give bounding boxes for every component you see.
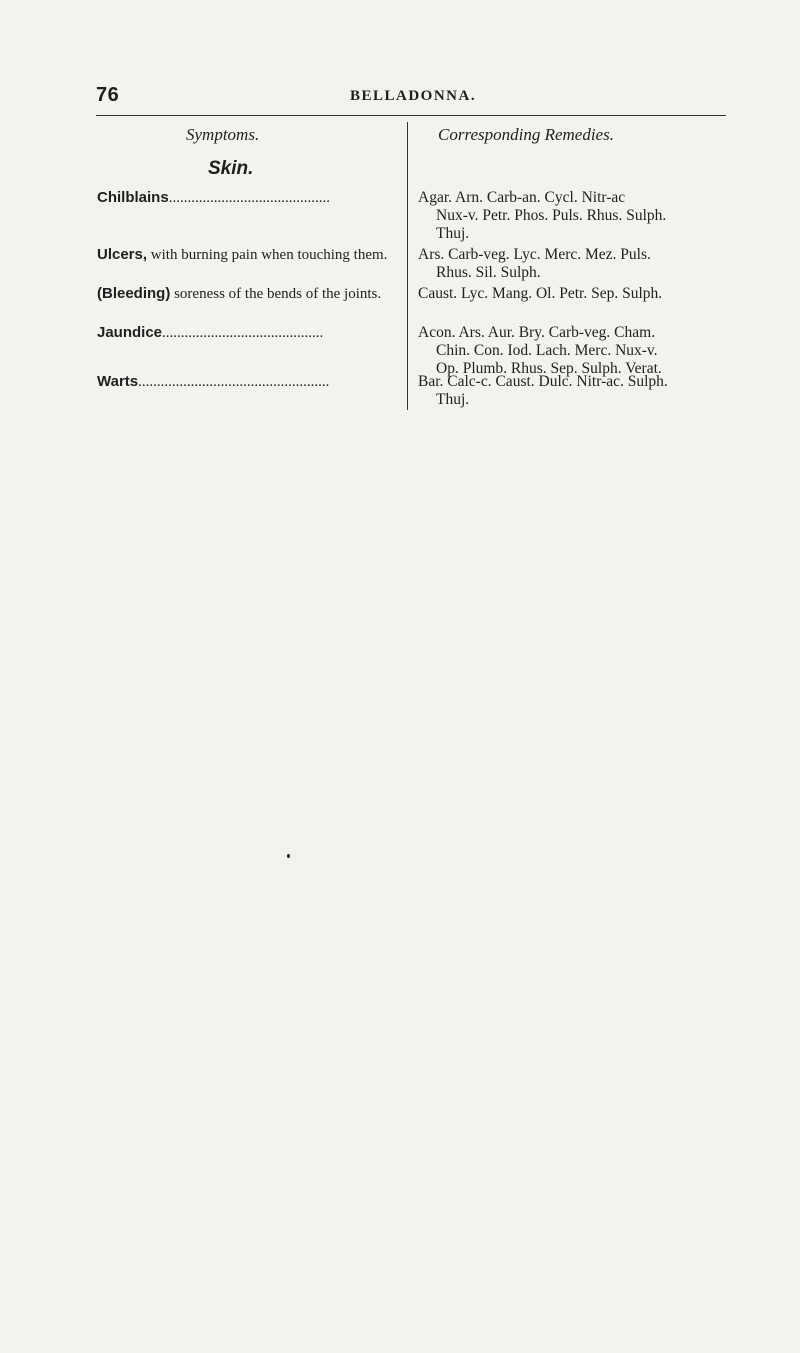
- symptom-jaundice: [97, 324, 402, 342]
- symptom-name: Warts: [97, 373, 139, 390]
- remedy-line: Acon. Ars. Aur. Bry. Carb-veg. Cham.: [418, 324, 656, 341]
- remedy-line: Ars. Carb-veg. Lyc. Merc. Mez. Puls.: [418, 246, 651, 263]
- remedy-line: Nux-v. Petr. Phos. Puls. Rhus. Sulph.: [436, 207, 667, 224]
- symptom-name: Chilblains: [97, 189, 169, 206]
- remedies-bleeding: [418, 285, 738, 303]
- header-rule: [96, 115, 726, 116]
- page-number: 76: [96, 84, 120, 106]
- remedy-line: Rhus. Sil. Sulph.: [436, 264, 541, 281]
- symptom-description: with burning pain when touching them.: [147, 247, 388, 263]
- section-title: Skin.: [208, 158, 254, 179]
- remedy-line: Thuj.: [436, 391, 470, 408]
- remedies-heading: Corresponding Remedies.: [438, 125, 614, 144]
- remedy-line: Caust. Lyc. Mang. Ol. Petr. Sep. Sulph.: [418, 285, 663, 302]
- remedies-ulcers: [418, 246, 738, 282]
- symptom-description: soreness of the bends of the joints.: [170, 286, 382, 302]
- remedies-chilblains: [418, 189, 738, 243]
- symptom-ulcers: [97, 246, 402, 264]
- symptoms-heading: Symptoms.: [186, 125, 260, 144]
- dot-leader: ...........................................: [168, 190, 330, 206]
- remedy-line: Chin. Con. Iod. Lach. Merc. Nux-v.: [436, 342, 658, 359]
- remedies-jaundice: [418, 324, 738, 378]
- remedy-line: Bar. Calc-c. Caust. Dulc. Nitr-ac. Sulph.: [418, 373, 668, 390]
- remedies-warts: [418, 373, 738, 409]
- symptom-chilblains: [97, 189, 402, 207]
- symptom-name: Jaundice: [97, 324, 163, 341]
- column-divider: [407, 122, 408, 410]
- page-header: [96, 84, 724, 114]
- remedy-line: Thuj.: [436, 225, 470, 242]
- ink-speck: [287, 854, 290, 858]
- remedy-line: Op. Plumb. Rhus. Sep. Sulph. Verat.: [436, 360, 662, 377]
- symptom-bleeding: [97, 285, 402, 303]
- dot-leader: ...........................................: [162, 325, 324, 341]
- symptom-name: Ulcers,: [97, 246, 148, 263]
- symptom-name: (Bleeding): [97, 285, 171, 302]
- symptom-warts: [97, 373, 402, 391]
- remedy-line: Agar. Arn. Carb-an. Cycl. Nitr-ac: [418, 189, 626, 206]
- dot-leader: ...................................................: [138, 374, 330, 390]
- running-title: BELLADONNA.: [350, 88, 477, 104]
